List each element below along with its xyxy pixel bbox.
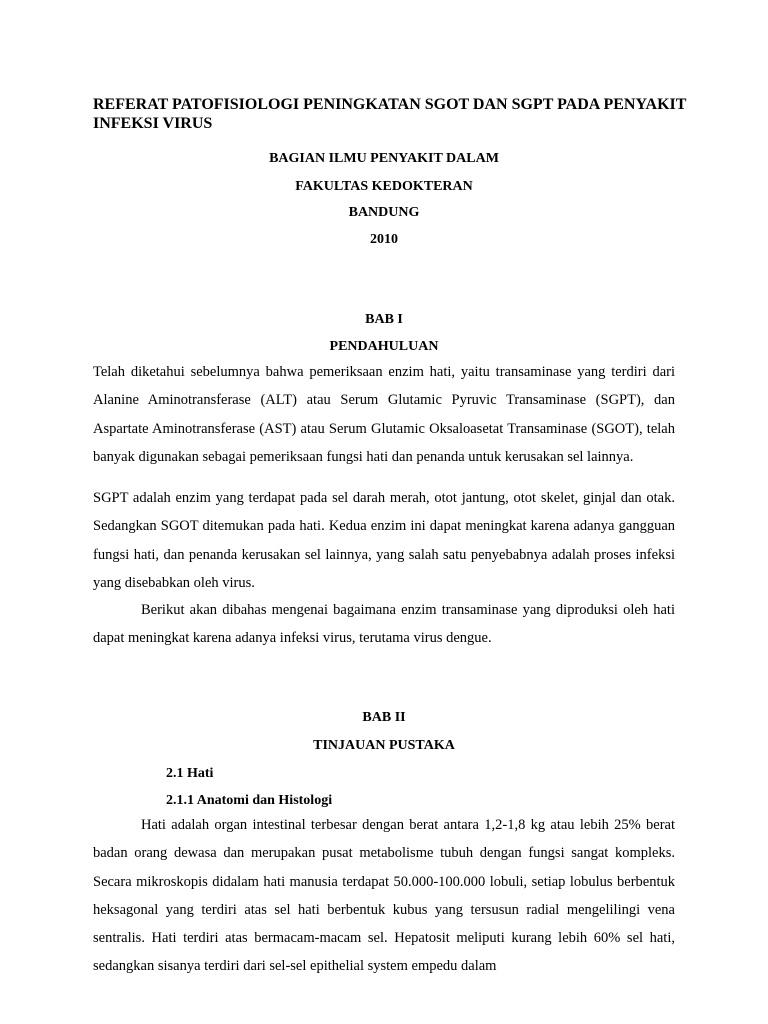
section-heading: 2.1 Hati	[166, 766, 214, 781]
bab2-paragraph-1: Hati adalah organ intestinal terbesar dengan berat antara 1,2-1,8 kg atau lebih 25% berat badan orang dewasa dan merupakan pusat metabolisme tubuh dengan fungsi sangat kompleks. Secara mikroskopis didalam hati manusia terdapat 50.000-100.000 lobuli, setiap lobulus berbentuk heksagonal yang terdiri atas sel hati berbentuk kubus yang tersusun radial mengelilingi vena sentralis. Hati terdiri atas bermacam-macam sel. Hepatosit meliputi kurang lebih 60% sel hati, sedangkan sisanya terdiri dari sel-sel epithelial system empedu dalam	[93, 817, 675, 975]
bab1-paragraph-2: SGPT adalah enzim yang terdapat pada sel darah merah, otot jantung, otot skelet, ginjal dan otak. Sedangkan SGOT ditemukan pada hati. Kedua enzim ini dapat meningkat karena adanya gangguan fungsi hati, dan penanda kerusakan sel lainnya, yang salah satu penyebabnya adalah proses infeksi yang disebabkan oleh virus.	[93, 490, 675, 591]
bab1-heading: PENDAHULUAN	[329, 339, 439, 354]
bab2-heading: TINJAUAN PUSTAKA	[313, 738, 455, 753]
faculty-line: FAKULTAS KEDOKTERAN	[295, 179, 473, 194]
bab1-paragraph-1: Telah diketahui sebelumnya bahwa pemeriksaan enzim hati, yaitu transaminase yang terdiri dari Alanine Aminotransferase (ALT) atau Serum Glutamic Pyruvic Transaminase (SGPT), dan Aspartate Aminotransferase (AST) atau Serum Glutamic Oksaloasetat Transaminase (SGOT), telah banyak digunakan sebagai pemeriksaan fungsi hati dan penanda untuk kerusakan sel lainnya.	[93, 364, 675, 465]
subsection-heading: 2.1.1 Anatomi dan Histologi	[166, 793, 333, 808]
bab1-paragraph-3: Berikut akan dibahas mengenai bagaimana enzim transaminase yang diproduksi oleh hati dapat meningkat karena adanya infeksi virus, terutama virus dengue.	[93, 602, 675, 647]
bab1-number: BAB I	[365, 312, 403, 327]
year-line: 2010	[370, 232, 398, 247]
city-line: BANDUNG	[348, 205, 420, 220]
document-title: REFERAT PATOFISIOLOGI PENINGKATAN SGOT DAN SGPT PADA PENYAKIT INFEKSI VIRUS	[93, 96, 687, 132]
bab2-number: BAB II	[362, 710, 406, 725]
department-line: BAGIAN ILMU PENYAKIT DALAM	[269, 151, 499, 166]
